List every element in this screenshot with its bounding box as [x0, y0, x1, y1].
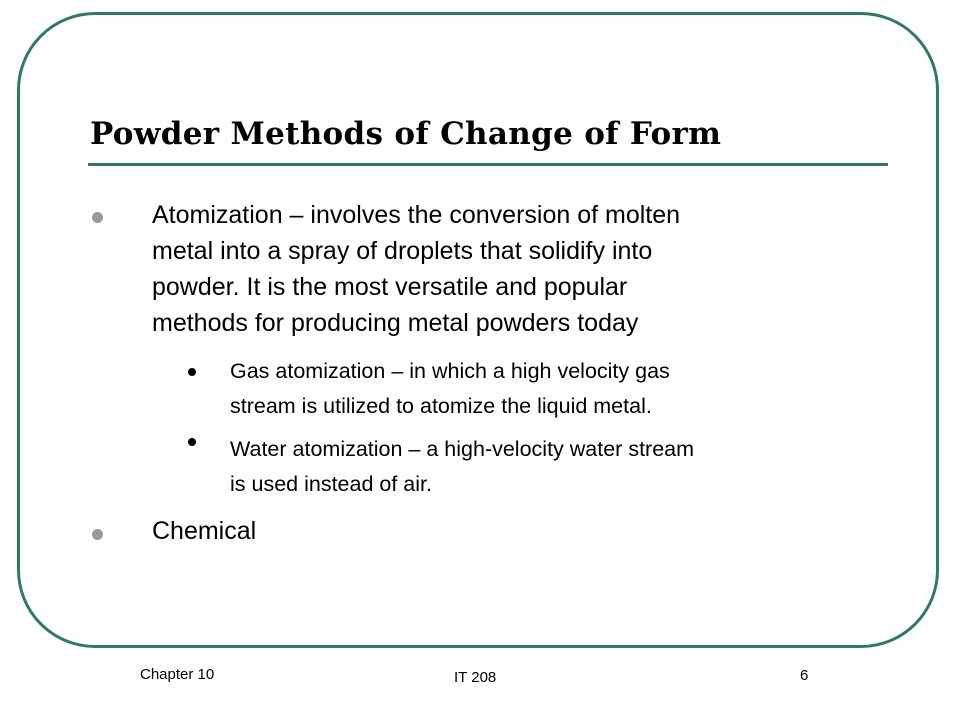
- sub-bullet-1-line-2: stream is utilized to atomize the liquid metal.: [230, 394, 652, 418]
- bullet-1-text: [152, 197, 680, 341]
- bullet-1-line-3: powder. It is the most versatile and popular: [152, 273, 628, 301]
- bullet-dot-icon: [92, 529, 103, 540]
- bullet-1-line-1: Atomization – involves the conversion of molten: [152, 201, 681, 229]
- bullet-2-line-1: Chemical: [152, 517, 257, 545]
- bullet-1-line-2: metal into a spray of droplets that solidify into: [152, 237, 653, 265]
- title-underline: [88, 163, 888, 166]
- sub-bullet-2-line-2: is used instead of air.: [230, 472, 432, 496]
- bullet-dot-icon: [92, 212, 103, 223]
- footer-course: IT 208: [454, 669, 497, 686]
- sub-bullet-1-text: [230, 354, 670, 424]
- footer-chapter: Chapter 10: [140, 666, 215, 683]
- bullet-1-line-4: methods for producing metal powders today: [152, 309, 639, 337]
- bullet-2-text: [152, 513, 256, 549]
- sub-bullet-2-line-1: Water atomization – a high-velocity water stream: [230, 437, 695, 461]
- sub-bullet-dot-icon: [188, 368, 196, 376]
- sub-bullet-dot-icon: [188, 438, 196, 446]
- footer-page-number: 6: [800, 667, 809, 684]
- sub-bullet-2-text: [230, 432, 694, 502]
- slide-title: Powder Methods of Change of Form: [90, 116, 722, 152]
- sub-bullet-1-line-1: Gas atomization – in which a high velocity gas: [230, 359, 670, 383]
